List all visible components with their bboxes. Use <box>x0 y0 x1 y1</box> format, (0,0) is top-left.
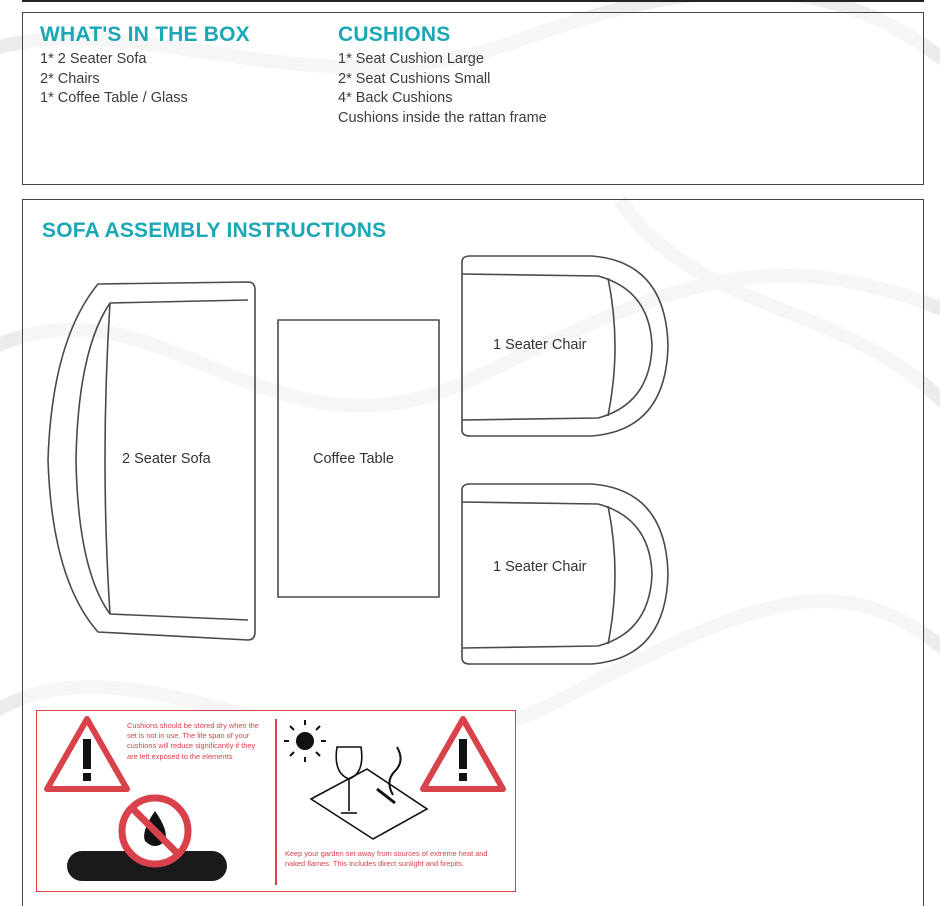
whats-in-the-box-heading: WHAT'S IN THE BOX <box>40 23 250 46</box>
assembly-heading: SOFA ASSEMBLY INSTRUCTIONS <box>42 219 387 242</box>
care-warning-box <box>36 710 516 892</box>
list-item: 1* 2 Seater Sofa <box>40 51 147 67</box>
cushion-care-text: Cushions should be stored dry when the set is not in use. The life span of your cushions will reduce significantly if they are left exposed to the elements. <box>127 721 259 761</box>
warning-triangle-icon <box>423 719 503 789</box>
chair-bottom-label: 1 Seater Chair <box>493 559 587 575</box>
table-glass-icon <box>311 747 427 839</box>
list-item: 2* Chairs <box>40 70 100 87</box>
cushions-heading: CUSHIONS <box>338 23 451 46</box>
list-item: Cushions inside the rattan frame <box>338 109 547 126</box>
no-water-icon <box>122 798 188 864</box>
sun-icon <box>284 720 326 762</box>
warning-divider <box>275 719 277 885</box>
sofa-label: 2 Seater Sofa <box>122 451 211 467</box>
warning-triangle-icon <box>47 719 127 789</box>
list-item: 4* Back Cushions <box>338 90 453 106</box>
list-item: 1* Seat Cushion Large <box>338 51 484 67</box>
list-item: 2* Seat Cushions Small <box>338 70 491 87</box>
list-item: 1* Coffee Table / Glass <box>40 90 188 106</box>
heat-warning-text: Keep your garden set away from sources of extreme heat and naked flames. This includes direct sunlight and firepits. <box>285 849 488 869</box>
chair-top-label: 1 Seater Chair <box>493 337 587 353</box>
coffee-table-label: Coffee Table <box>313 451 394 467</box>
